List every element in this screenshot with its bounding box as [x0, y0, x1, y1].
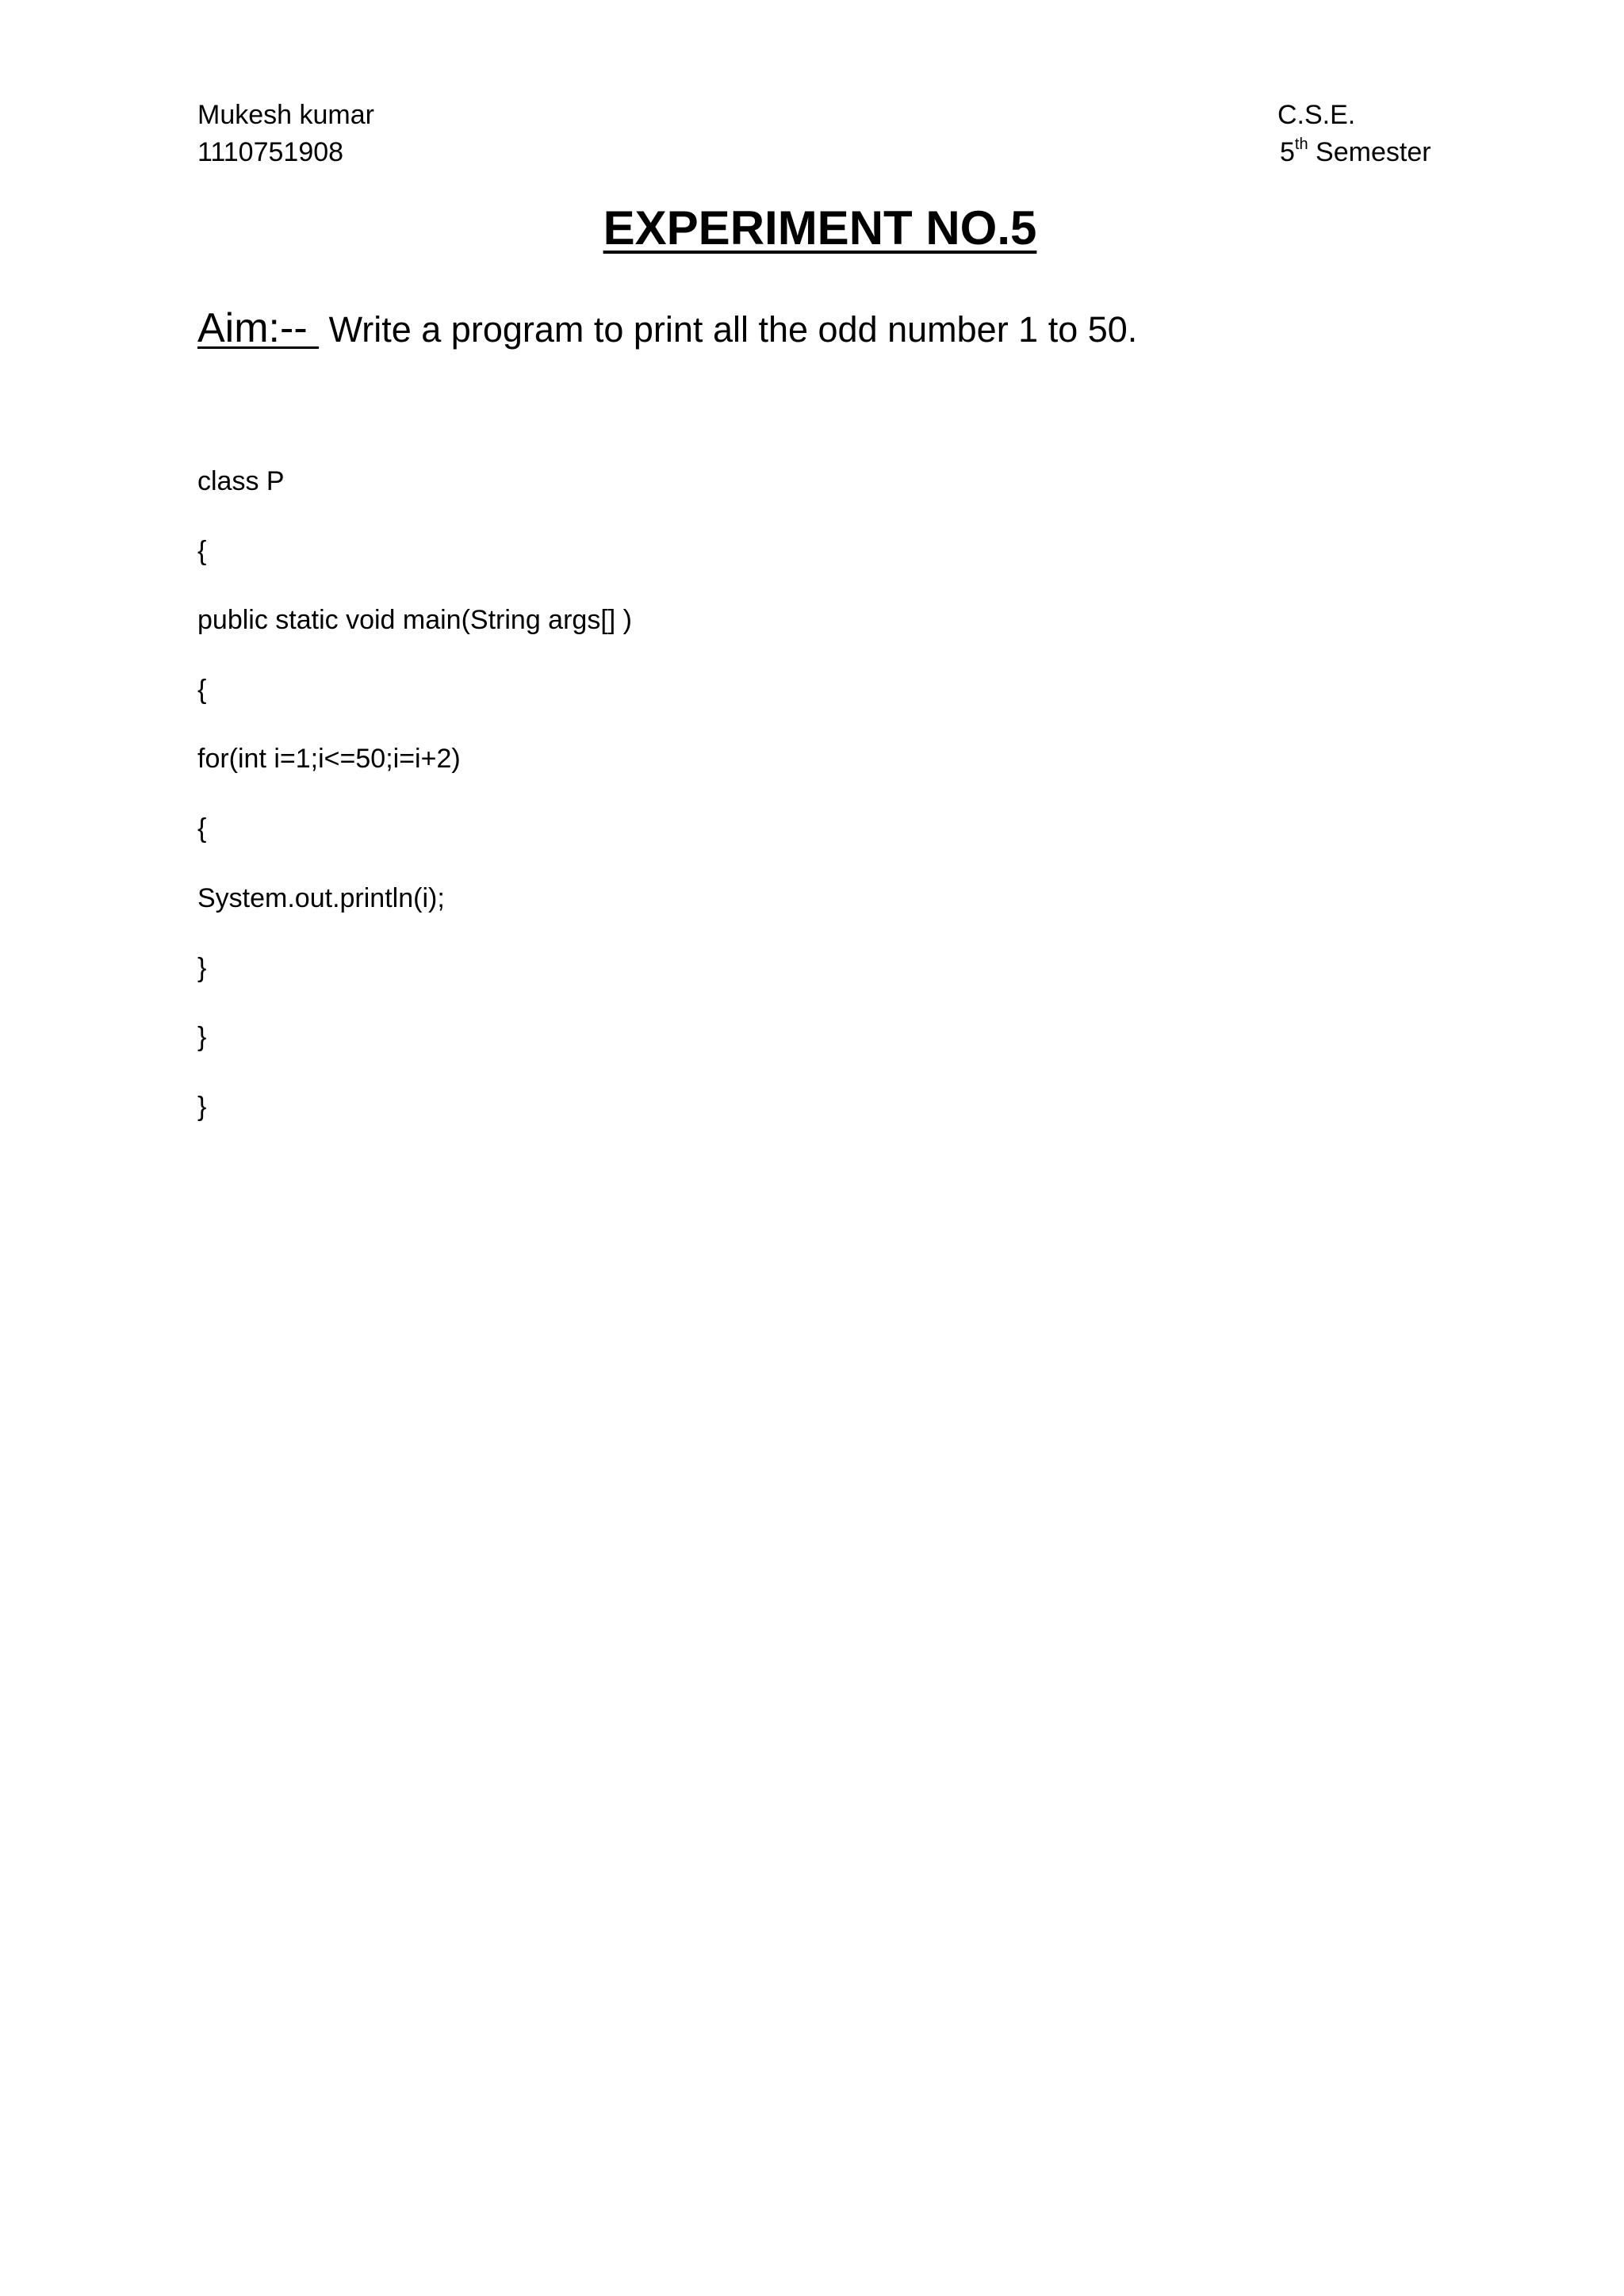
code-line: } [197, 1092, 207, 1122]
student-name: Mukesh kumar [197, 100, 374, 130]
page-title-text: EXPERIMENT NO.5 [603, 201, 1037, 254]
roll-number: 1110751908 [197, 137, 344, 167]
code-line: { [197, 675, 207, 705]
aim-line [197, 305, 1138, 351]
code-line: } [197, 953, 207, 983]
code-line: public static void main(String args[] ) [197, 605, 632, 635]
code-line: class P [197, 466, 285, 496]
code-line: System.out.println(i); [197, 883, 445, 913]
semester-label: Semester [1308, 137, 1431, 167]
code-line: } [197, 1022, 207, 1052]
semester [1280, 136, 1431, 167]
aim-text: Write a program to print all the odd number 1 to 50. [319, 309, 1138, 350]
code-line: for(int i=1;i<=50;i=i+2) [197, 744, 461, 774]
department: C.S.E. [1277, 100, 1356, 130]
page-title [0, 201, 1624, 254]
code-line: { [197, 813, 207, 844]
semester-number: 5 [1280, 137, 1295, 167]
semester-suffix: th [1294, 136, 1308, 153]
code-line: { [197, 536, 207, 566]
aim-label: Aim:-- [197, 305, 320, 351]
